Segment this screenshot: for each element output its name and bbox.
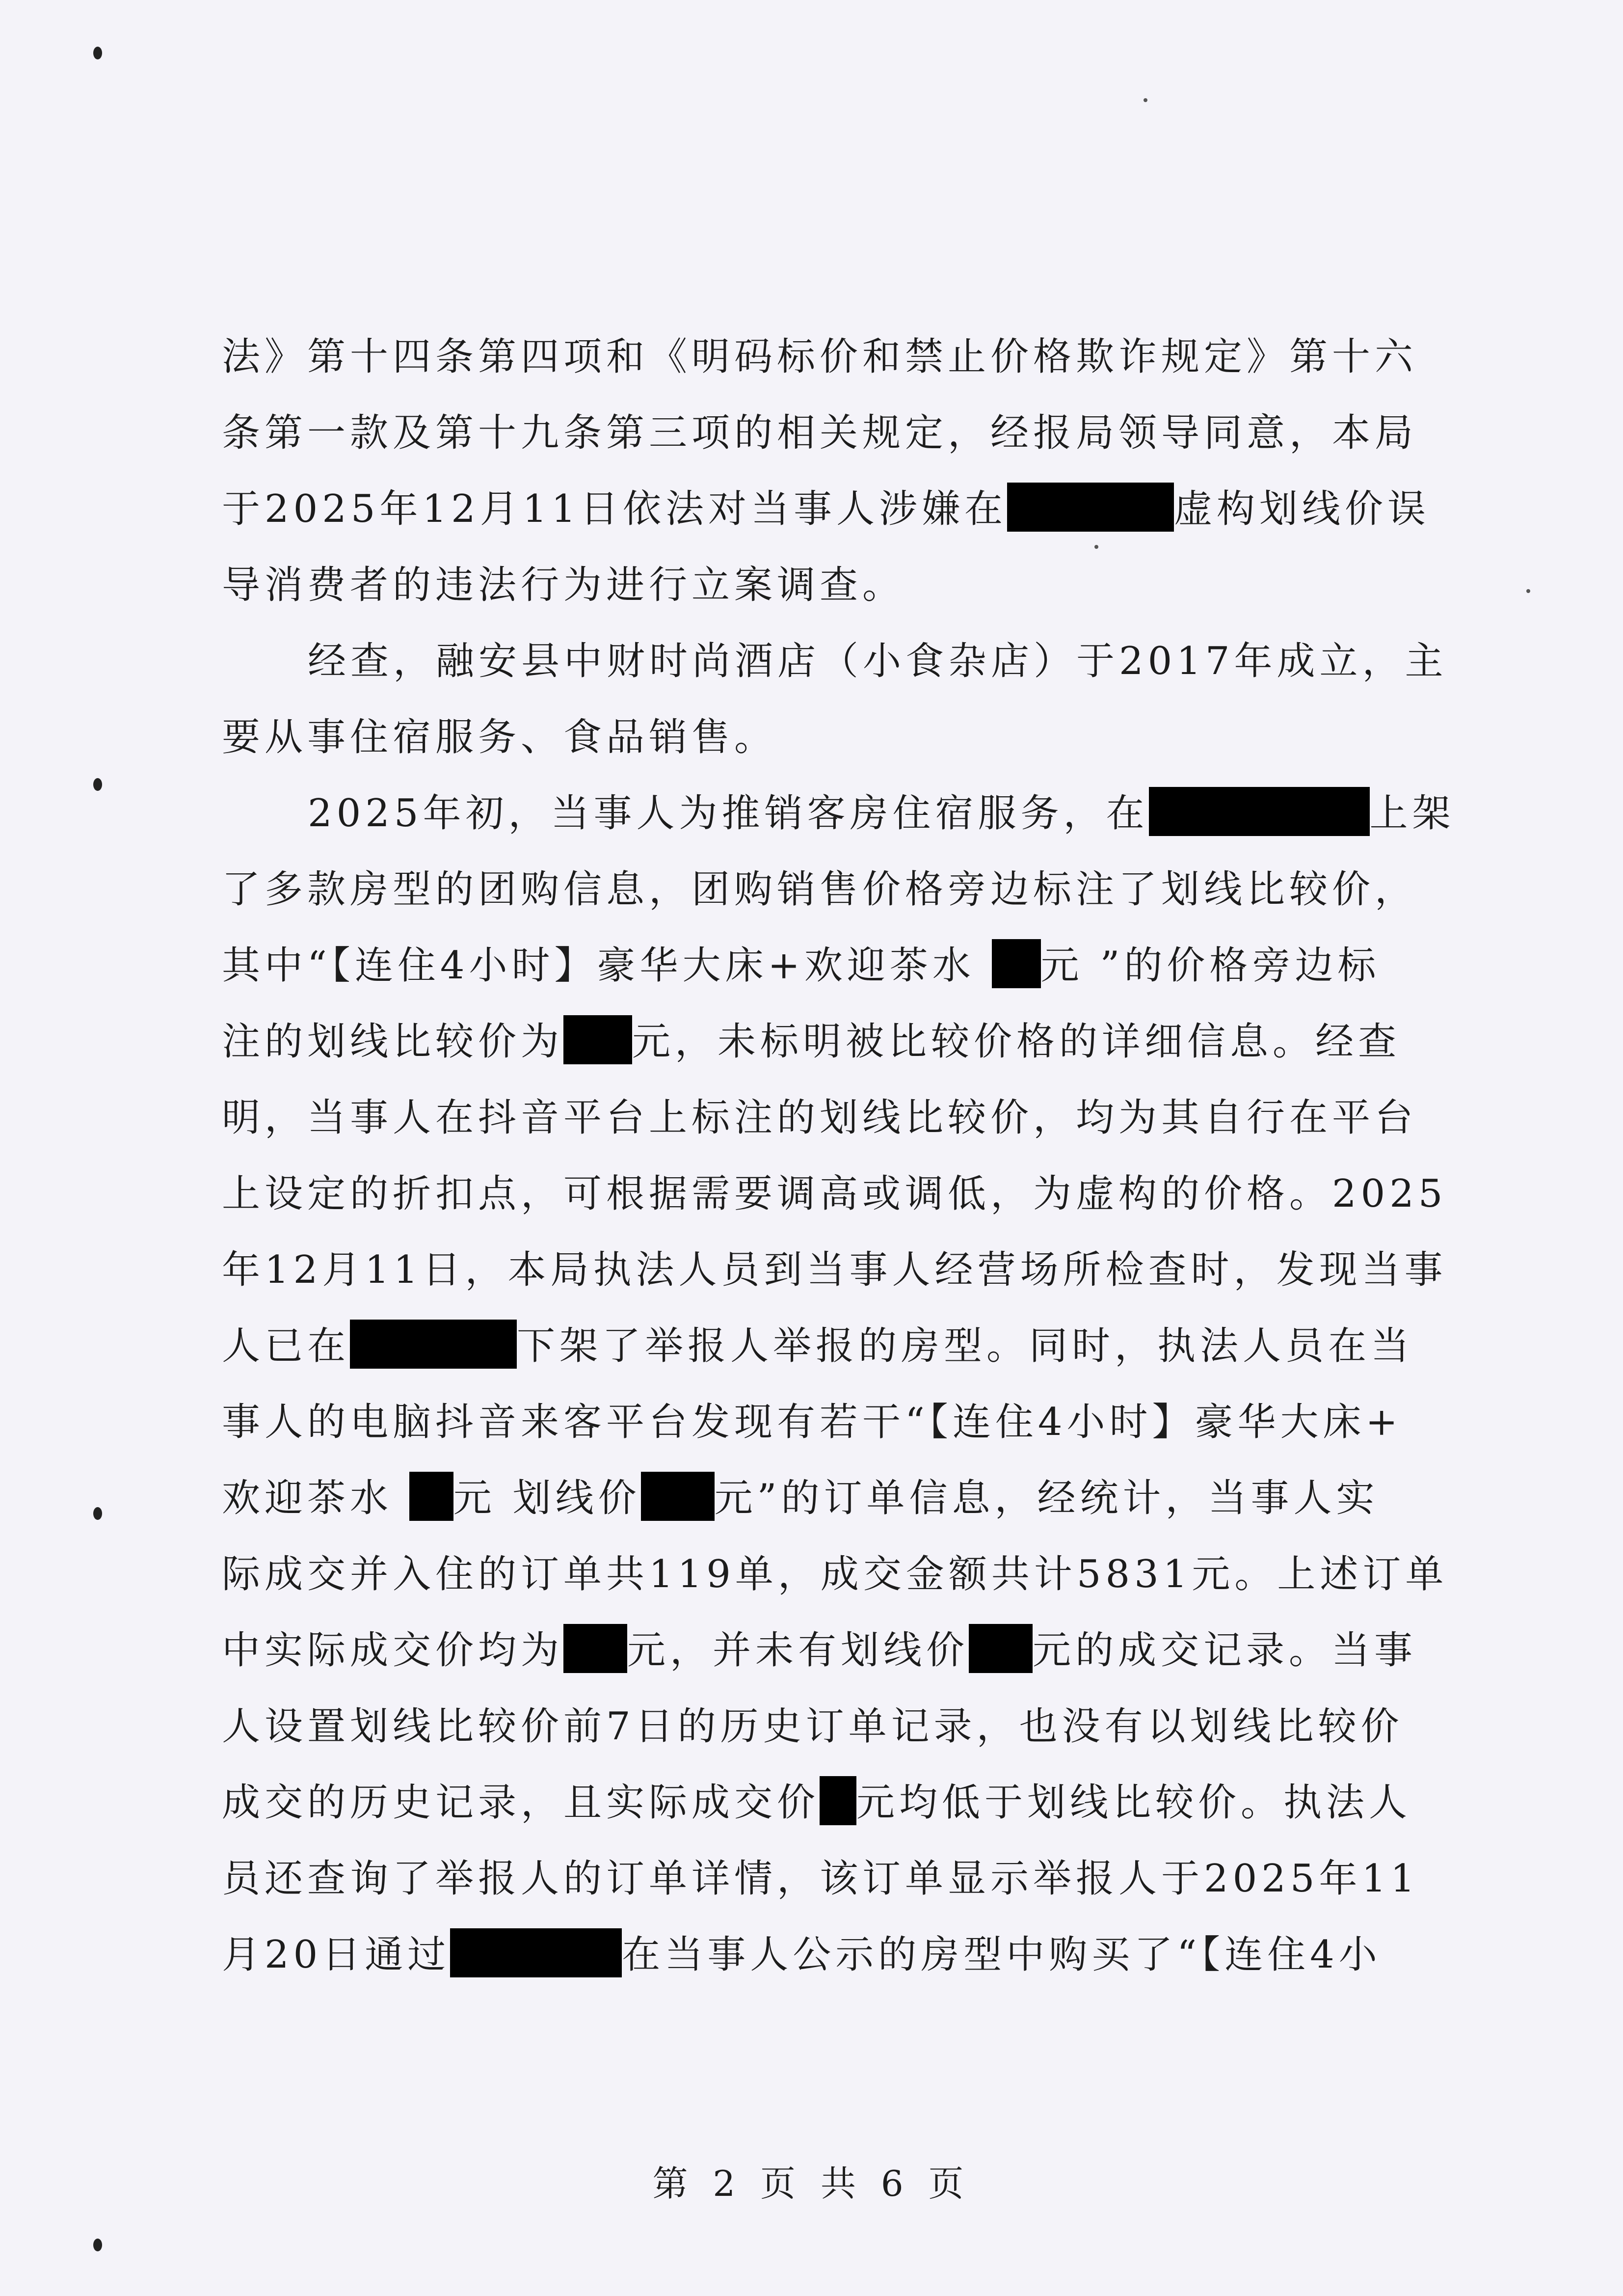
redaction-block	[992, 939, 1041, 988]
text-line: 2025年初，当事人为推销客房住宿服务，在 上架	[222, 776, 1414, 852]
scan-speck	[1526, 589, 1530, 593]
binding-hole	[93, 2239, 102, 2251]
redaction-block	[563, 1015, 632, 1064]
text-line: 际成交并入住的订单共119单，成交金额共计5831元。上述订单	[222, 1552, 1448, 1596]
text-line: 经查，融安县中财时尚酒店（小食杂店）于2017年成立，主	[308, 639, 1448, 683]
text-line: 欢迎茶水 元 划线价 元”的订单信息，经统计，当事人实	[222, 1460, 1414, 1537]
redaction-block	[969, 1624, 1033, 1673]
redaction-block	[409, 1472, 453, 1521]
text-line: 人设置划线比较价前7日的历史订单记录，也没有以划线比较价	[222, 1704, 1404, 1749]
text-line: 条第一款及第十九条第三项的相关规定，经报局领导同意，本局	[222, 411, 1418, 455]
binding-hole	[93, 778, 102, 791]
text-line: 明，当事人在抖音平台上标注的划线比较价，均为其自行在平台	[222, 1096, 1418, 1140]
text-line: 于2025年12月11日依法对当事人涉嫌在 虚构划线价误	[222, 471, 1414, 547]
text-line: 法》第十四条第四项和《明码标价和禁止价格欺诈规定》第十六	[222, 335, 1418, 379]
redaction-block	[350, 1320, 517, 1369]
redaction-block	[1007, 483, 1174, 532]
body-text	[222, 319, 1455, 1993]
text-line: 员还查询了举报人的订单详情，该订单显示举报人于2025年11	[222, 1857, 1419, 1901]
text-line: 注的划线比较价为 元，未标明被比较价格的详细信息。经查	[222, 1004, 1414, 1080]
text-line: 要从事住宿服务、食品销售。	[222, 715, 777, 759]
binding-hole	[93, 1507, 102, 1520]
redaction-block	[1149, 787, 1370, 836]
scan-speck	[1144, 98, 1147, 102]
text-line: 年12月11日，本局执法人员到当事人经营场所检查时，发现当事	[222, 1248, 1447, 1292]
text-line: 月20日通过 在当事人公示的房型中购买了“【连住4小	[222, 1917, 1414, 1993]
redaction-block	[820, 1776, 856, 1825]
text-line: 人已在 下架了举报人举报的房型。同时，执法人员在当	[222, 1308, 1414, 1384]
redaction-block	[563, 1624, 627, 1673]
text-line: 了多款房型的团购信息，团购销售价格旁边标注了划线比较价，	[222, 867, 1418, 912]
text-line: 上设定的折扣点，可根据需要调高或调低，为虚构的价格。2025	[222, 1172, 1447, 1216]
text-line: 中实际成交价均为 元，并未有划线价 元的成交记录。当事	[222, 1613, 1414, 1689]
text-line: 事人的电脑抖音来客平台发现有若干“【连住4小时】豪华大床+	[222, 1400, 1402, 1444]
text-line: 导消费者的违法行为进行立案调查。	[222, 563, 905, 607]
text-line: 其中“【连住4小时】豪华大床+欢迎茶水 元 ”的价格旁边标	[222, 928, 1414, 1004]
redaction-block	[450, 1928, 622, 1977]
redaction-block	[641, 1472, 715, 1521]
text-line: 成交的历史记录，且实际成交价 元均低于划线比较价。执法人	[222, 1765, 1414, 1841]
binding-hole	[93, 47, 102, 59]
page-number: 第 2 页 共 6 页	[652, 2163, 971, 2204]
